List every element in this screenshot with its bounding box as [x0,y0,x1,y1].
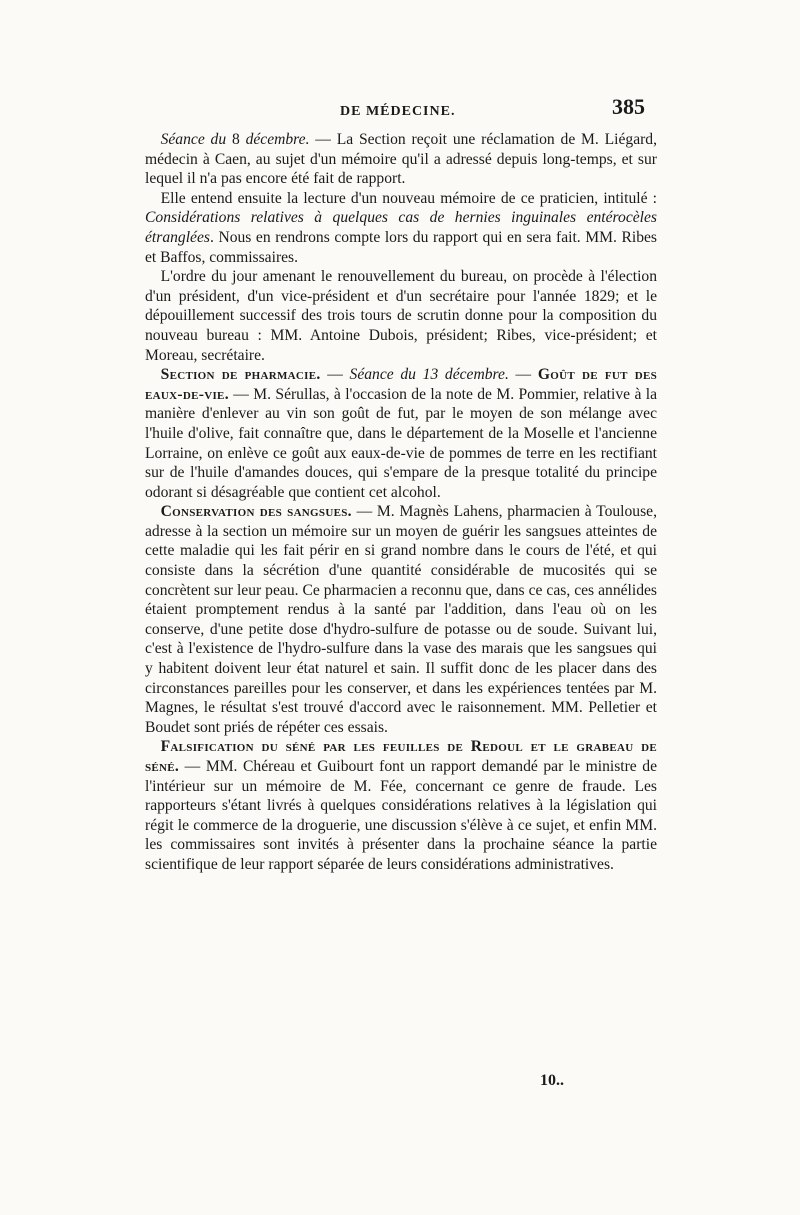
running-head: DE MÉDECINE. [340,104,456,119]
paragraph-text: L'ordre du jour amenant le renouvellement du bureau, on procède à l'élection d'un président, d'un vice-président et d'un secrétaire pour l'année 1829; et le dépouillement successif des trois tours de scrutin donne pour la composition du nouveau bureau : MM. Antoine Dubois, président; Ribes, vice-président; et Moreau, secrétaire. [145,268,657,364]
topic-heading: Falsification du séné par les feuilles de Redoul et le grabeau de séné. [145,738,657,775]
signature-mark: 10.. [540,1072,564,1089]
page-header [0,94,800,130]
paragraph-text: — La Section reçoit une réclamation de M. Liégard, médecin à Caen, au sujet d'un mémoire qu'il a adressé depuis long-temps, et sur lequel il n'a pas encore été fait de rapport. [145,131,657,188]
paragraph-section-pharmacie [145,365,657,502]
page-number: 385 [612,94,645,119]
dash-separator: — [320,366,350,384]
section-heading: Section de pharmacie. [160,366,321,384]
seance-lead-rest: 8 [226,131,246,148]
paragraph-text: — M. Sérullas, à l'occasion de la note de M. Pommier, relative à la manière d'enlever au vin son goût de fut, par le moyen de son mélange avec l'huile d'olive, fait connaître que, dans le département de la Moselle et l'ancienne Lorraine, on enlève ce goût aux eaux-de-vie de pommes de terre en les rectifiant sur de l'huile d'amandes douces, qui s'empare de la presque totalité du principe odorant si désagréable que contient cet alcohol. [145,385,657,501]
paragraph-falsification-sene [145,737,657,874]
paragraph-conservation-sangsues [145,502,657,737]
memoir-title-italic: Considérations relatives à quelques cas de hernies inguinales entérocèles étranglées [145,209,657,246]
topic-heading: Goût de fut des eaux-de-vie. [145,366,658,403]
dash-separator: — [508,366,538,384]
paragraph-bureau-election [145,267,657,365]
seance-lead-italic: Séance du [160,131,227,148]
topic-heading: Conservation des sangsues. [160,503,352,521]
paragraph-text: — M. Magnès Lahens, pharmacien à Toulouse, adresse à la section un mémoire sur un moyen de guérir les sangsues atteintes de cette maladie qui les fait périr en si grand nombre dans le cours de l'été, et qui consiste dans la sécrétion d'une quantité considérable de mucosités qui se concrètent sur leur peau. Ce pharmacien a reconnu que, dans ce cas, ces annélides étaient promptement rendus à la santé par l'addition, dans l'eau où on les conserve, d'une petite dose d'hydro-sulfure de potasse ou de soude. Suivant lui, c'est à l'existence de l'hydro-sulfure dans la vase des marais que les sangsues qui y habitent doivent leur état naturel et sain. Il suffit donc de les placer dans des circonstances pareilles pour les conserver, et dans les expériences tentées par M. Magnes, le résultat s'est trouvé d'accord avec le raisonnement. MM. Pelletier et Boudet sont priés de répéter ces essais. [145,503,657,736]
paragraph-seance-8-decembre [145,130,657,189]
body-text [145,130,657,875]
paragraph-text: Elle entend ensuite la lecture d'un nouveau mémoire de ce praticien, intitulé : [160,189,657,207]
seance-lead-italic-2: décembre. [245,131,310,148]
seance-date-italic: Séance du 13 décembre. [349,366,509,384]
paragraph-lecture-memoire [145,189,657,267]
paragraph-text: . Nous en rendrons compte lors du rapport qui en sera fait. MM. Ribes et Baffos, commissaires. [145,228,657,266]
paragraph-text: — MM. Chéreau et Guibourt font un rapport demandé par le ministre de l'intérieur sur un mémoire de M. Fée, concernant ce genre de fraude. Les rapporteurs s'étant livrés à quelques considérations relatives à la législation qui régit le commerce de la droguerie, une discussion s'élève à ce sujet, et enfin MM. les commissaires sont invités à présenter dans la prochaine séance la partie scientifique de leur rapport séparée de leurs considérations administratives. [145,758,657,873]
